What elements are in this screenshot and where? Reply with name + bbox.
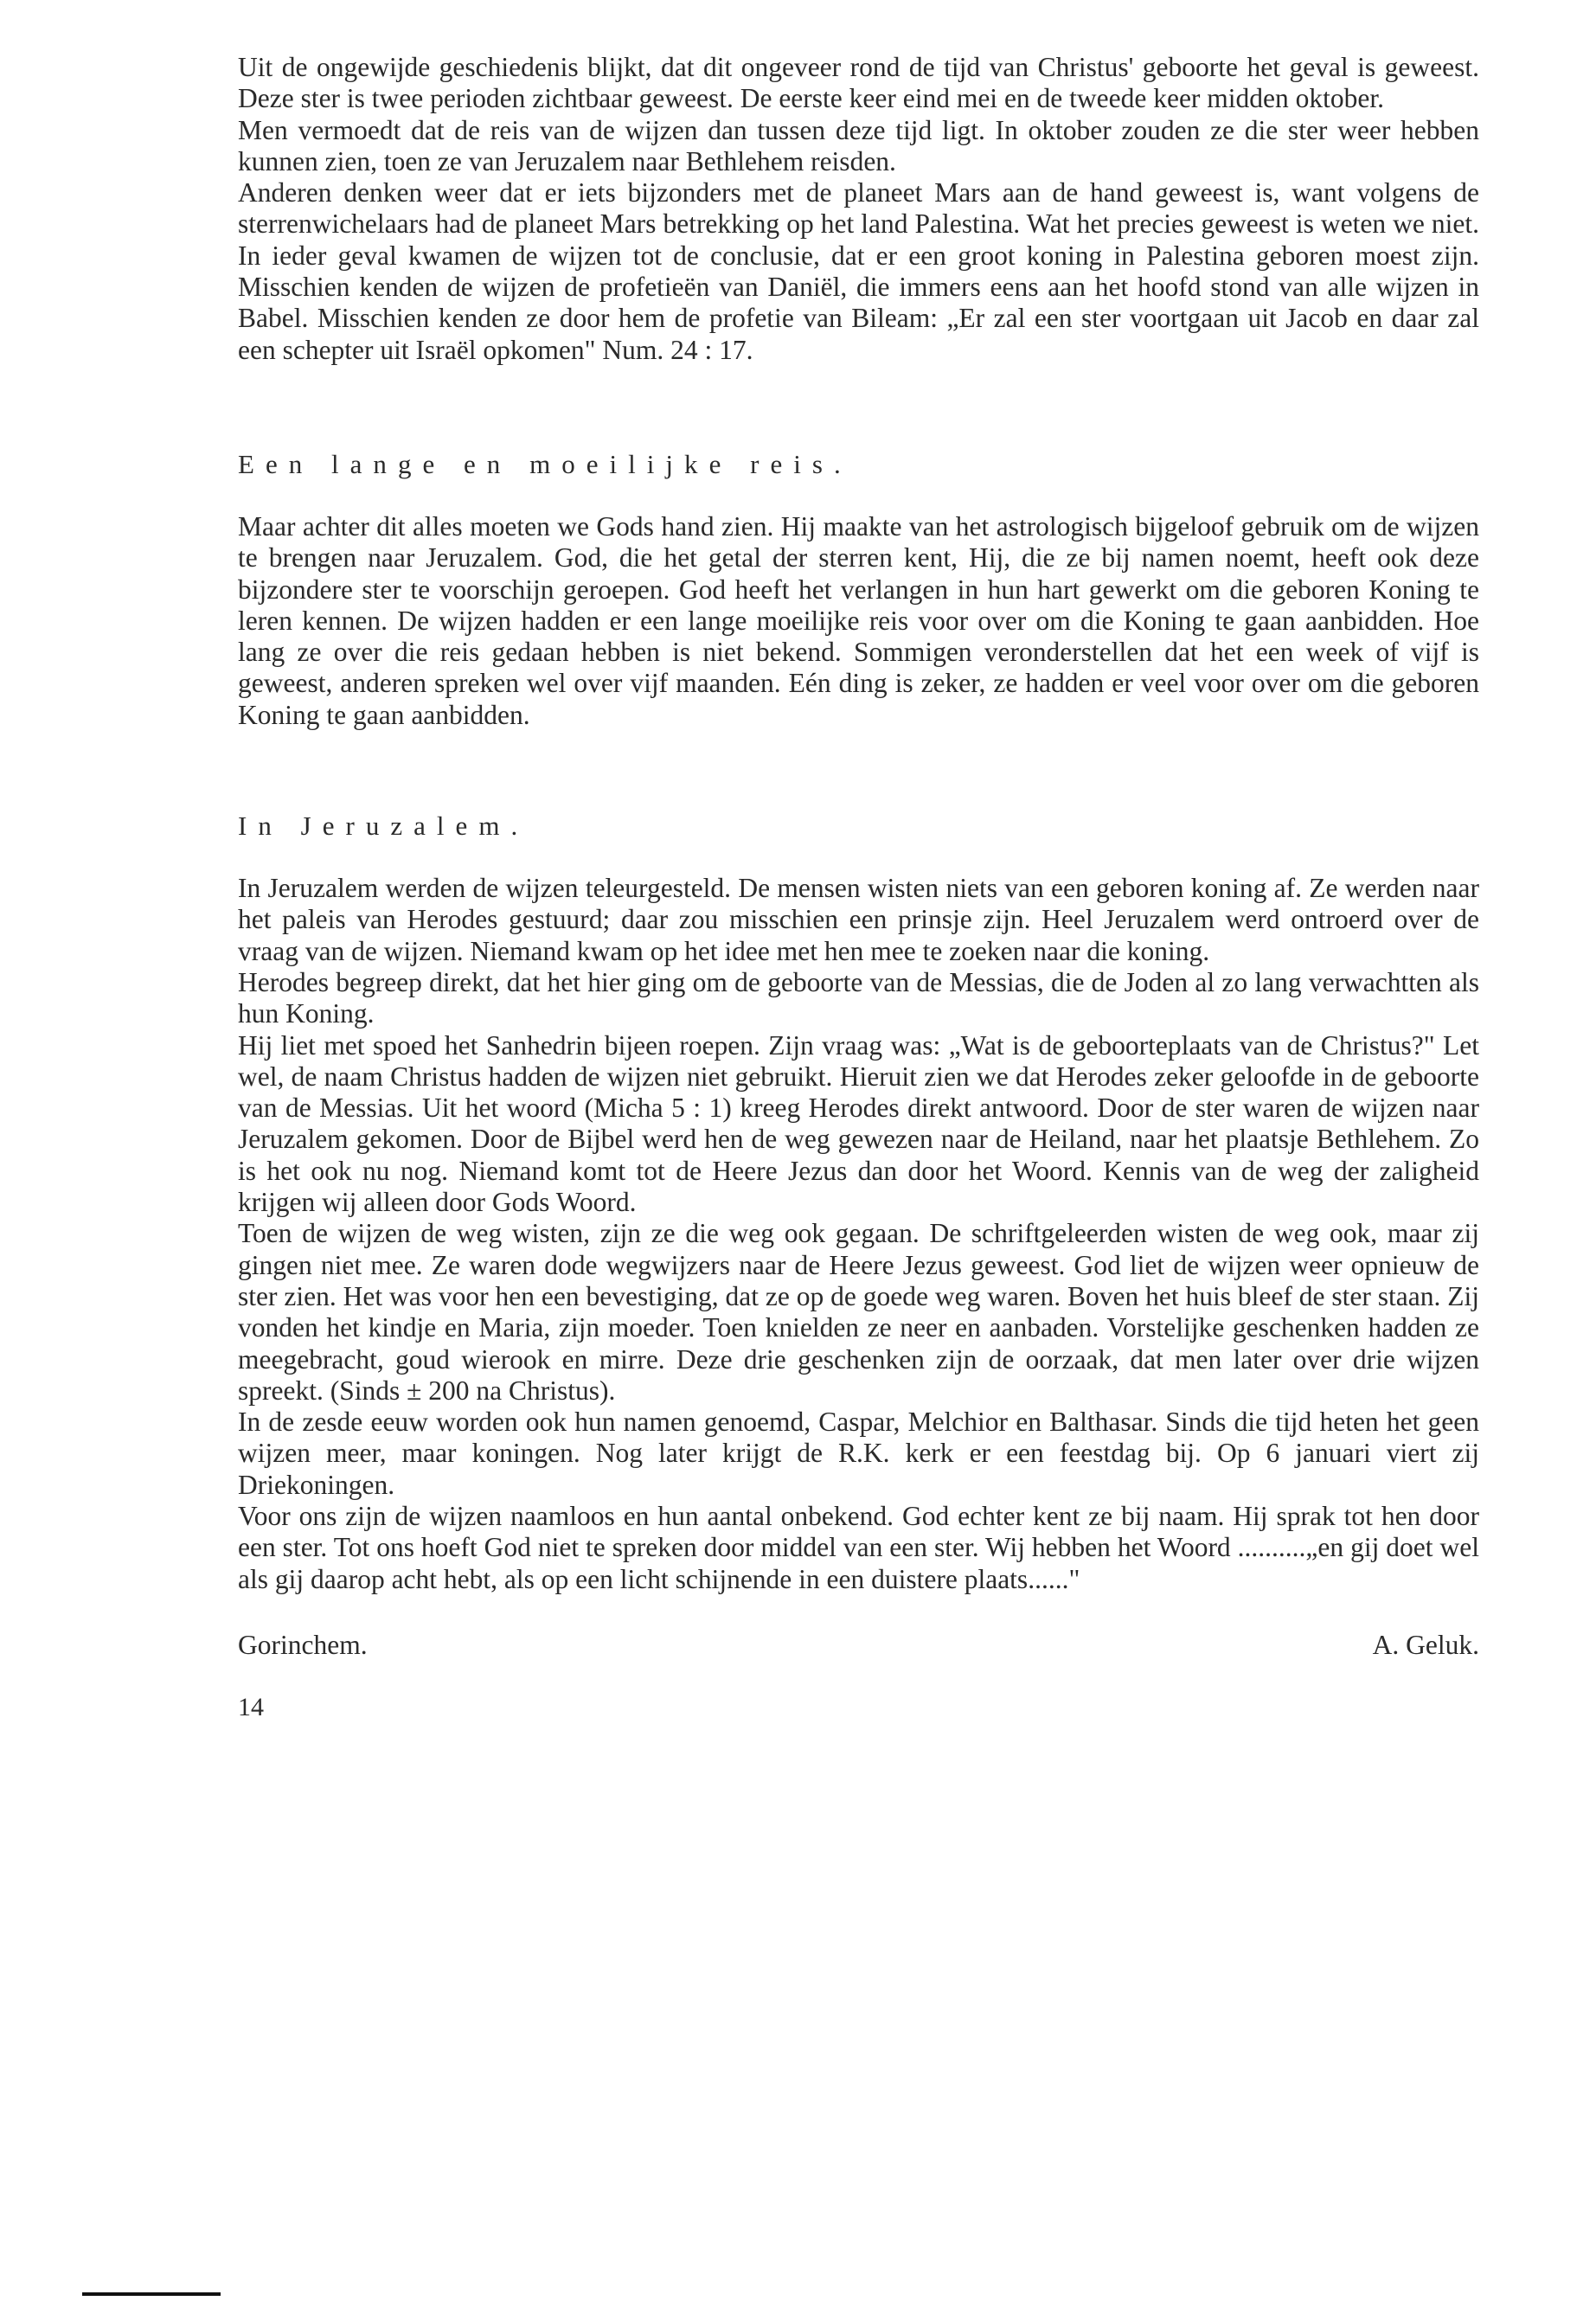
place-name: Gorinchem. — [238, 1629, 368, 1660]
section-body-jerusalem: In Jeruzalem werden de wijzen teleurgesteld. De mensen wisten niets van een geboren koning af. Ze werden naar het paleis van Herodes gestuurd; daar zou misschien een prinsje zijn. Heel Jeruzalem werd ontroerd over de vraag van de wijzen. Niemand kwam op het idee met hen mee te zoeken naar die koning. Herodes begreep direkt, dat het hier ging om de geboorte van de Messias, die de Joden al zo lang verwachtten als hun Koning. Hij liet met spoed het Sanhedrin bijeen roepen. Zijn vraag was: „Wat is de geboorteplaats van de Christus?" Let wel, de naam Christus hadden de wijzen niet gebruikt. Hieruit zien we dat Herodes zeker geloofde in de geboorte van de Messias. Uit het woord (Micha 5 : 1) kreeg Herodes direkt antwoord. Door de ster waren de wijzen naar Jeruzalem gekomen. Door de Bijbel werd hen de weg gewezen naar de Heiland, naar het plaatsje Bethlehem. Zo is het ook nu nog. Niemand komt tot de Heere Jezus dan door het Woord. Kennis van de weg der zaligheid krijgen wij alleen door Gods Woord. Toen de wijzen de weg wisten, zijn ze die weg ook gegaan. De schriftgeleerden wisten de weg ook, maar zij gingen niet mee. Ze waren dode wegwijzers naar de Heere Jezus geweest. God liet de wijzen weer opnieuw de ster zien. Het was voor hen een bevestiging, dat ze op de goede weg waren. Boven het huis bleef de ster staan. Zij vonden het kindje en Maria, zijn moeder. Toen knielden ze neer en aanbaden. Vorstelijke geschenken hadden ze meegebracht, goud wierook en mirre. Deze drie geschenken zijn de oorzaak, dat men later over drie wijzen spreekt. (Sinds ± 200 na Christus). In de zesde eeuw worden ook hun namen genoemd, Caspar, Melchior en Balthasar. Sinds die tijd heten het geen wijzen meer, maar koningen. Nog later krijgt de R.K. kerk er een feestdag bij. Op 6 januari viert zij Driekoningen. Voor ons zijn de wijzen naamloos en hun aantal onbekend. God echter kent ze bij naam. Hij sprak tot hen door een ster. Tot ons hoeft God niet te spreken door middel van een ster. Wij hebben het Woord ..........„en gij doet wel als gij daarop acht hebt, als op een licht schijnende in een duistere plaats......" — [238, 873, 1479, 1594]
signature-line — [238, 1630, 1479, 1661]
article-page — [238, 52, 1479, 1723]
page-number: 14 — [238, 1692, 264, 1721]
spacer — [238, 366, 1479, 449]
spacer — [238, 842, 1479, 873]
author-name: A. Geluk. — [1372, 1629, 1479, 1660]
intro-paragraph: Uit de ongewijde geschiedenis blijkt, dat dit ongeveer rond de tijd van Christus' geboorte het geval is geweest. Deze ster is twee perioden zichtbaar geweest. De eerste keer eind mei en de tweede keer midden oktober. Men vermoedt dat de reis van de wijzen dan tussen deze tijd ligt. In oktober zouden ze die ster weer hebben kunnen zien, toen ze van Jeruzalem naar Bethlehem reisden. Anderen denken weer dat er iets bijzonders met de planeet Mars aan de hand geweest is, want volgens de sterrenwichelaars had de planeet Mars betrekking op het land Palestina. Wat het precies geweest is weten we niet. In ieder geval kwamen de wijzen tot de conclusie, dat er een groot koning in Palestina geboren moest zijn. Misschien kenden de wijzen de profetieën van Daniël, die immers eens aan het hoofd stond van alle wijzen in Babel. Misschien kenden ze door hem de profetie van Bileam: „Er zal een ster voortgaan uit Jacob en daar zal een schepter uit Israël opkomen" Num. 24 : 17. — [238, 52, 1479, 365]
scan-edge-mark — [82, 2292, 221, 2296]
section-heading-jerusalem: In Jeruzalem. — [238, 811, 529, 842]
spacer — [238, 731, 1479, 811]
section-heading-journey: Een lange en moeilijke reis. — [238, 448, 852, 479]
section-body-journey: Maar achter dit alles moeten we Gods hand zien. Hij maakte van het astrologisch bijgeloof gebruik om de wijzen te brengen naar Jeruzalem. God, die het getal der sterren kent, Hij, die ze bij namen noemt, heeft ook deze bijzondere ster te voorschijn geroepen. God heeft het verlangen in hun hart gewerkt om die geboren Koning te leren kennen. De wijzen hadden er een lange moeilijke reis voor over om die Koning te gaan aanbidden. Hoe lang ze over die reis gedaan hebben is niet bekend. Sommigen veronderstellen dat het een week of vijf is geweest, anderen spreken wel over vijf maanden. Eén ding is zeker, ze hadden er veel voor over om die geboren Koning te gaan aanbidden. — [238, 510, 1479, 730]
spacer — [238, 480, 1479, 511]
